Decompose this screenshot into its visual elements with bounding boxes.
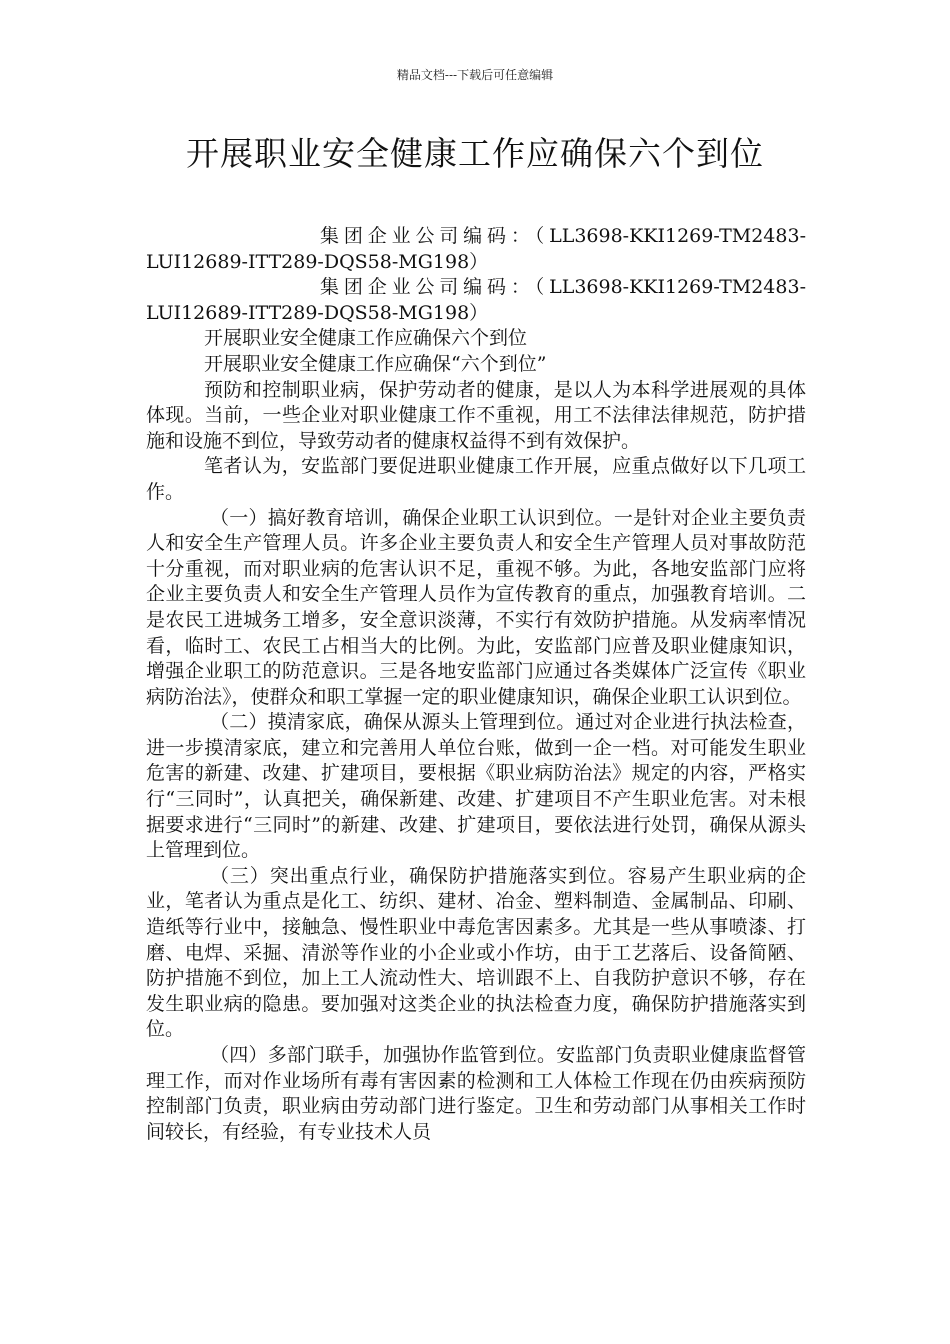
paragraph-author-view: 笔者认为，安监部门要促进职业健康工作开展，应重点做好以下几项工作。 [146,455,806,503]
subtitle-line: 开展职业安全健康工作应确保“六个到位” [204,352,547,375]
page-header: 精品文档---下载后可任意编辑 [396,68,554,82]
document-title: 开展职业安全健康工作应确保六个到位 [186,134,764,173]
paragraph-section-1: （一）搞好教育培训，确保企业职工认识到位。一是针对企业主要负责人和安全生产管理人员。许多企业主要负责人和安全生产管理人员对事故防范十分重视，而对职业病的危害认识不足，重视不够。为此，各地安监部门应将企业主要负责人和安全生产管理人员作为宣传教育的重点，加强教育培训。二是农民工进城务工增多，安全意识淡薄，不实行有效防护措施。从发病率情况看，临时工、农民工占相当大的比例。为此，安监部门应普及职业健康知识，增强企业职工的防范意识。三是各地安监部门应通过各类媒体广泛宣传《职业病防治法》，使群众和职工掌握一定的职业健康知识，确保企业职工认识到位。 [146,506,806,708]
subtitle-line: 开展职业安全健康工作应确保六个到位 [204,327,528,350]
paragraph-section-2: （二）摸清家底，确保从源头上管理到位。通过对企业进行执法检查，进一步摸清家底，建立和完善用人单位台账，做到一企一档。对可能发生职业危害的新建、改建、扩建项目，要根据《职业病防治法》规定的内容，严格实行“三同时”，认真把关，确保新建、改建、扩建项目不产生职业危害。对未根据要求进行“三同时”的新建、改建、扩建项目，要依法进行处罚，确保从源头上管理到位。 [146,711,806,862]
company-code-line: 集团企业公司编码：（LL3698-KKI1269-TM2483-LUI12689-ITT289-DQS58-MG198） [146,225,806,273]
company-code-line: 集团企业公司编码：（LL3698-KKI1269-TM2483-LUI12689-ITT289-DQS58-MG198） [146,276,806,324]
paragraph-intro: 预防和控制职业病，保护劳动者的健康，是以人为本科学进展观的具体体现。当前，一些企业对职业健康工作不重视，用工不法律法律规范，防护措施和设施不到位，导致劳动者的健康权益得不到有效保护。 [146,378,806,452]
paragraph-section-4: （四）多部门联手，加强协作监管到位。安监部门负责职业健康监督管理工作，而对作业场所有毒有害因素的检测和工人体检工作现在仍由疾病预防控制部门负责，职业病由劳动部门进行鉴定。卫生和劳动部门从事相关工作时间较长，有经验，有专业技术人员 [146,1044,806,1143]
document-body [146,224,806,1145]
paragraph-section-3: （三）突出重点行业，确保防护措施落实到位。容易产生职业病的企业，笔者认为重点是化工、纺织、建材、冶金、塑料制造、金属制品、印刷、造纸等行业中，接触急、慢性职业中毒危害因素多。尤其是一些从事喷漆、打磨、电焊、采掘、清淤等作业的小企业或小作坊，由于工艺落后、设备简陋、防护措施不到位，加上工人流动性大、培训跟不上、自我防护意识不够，存在发生职业病的隐患。要加强对这类企业的执法检查力度，确保防护措施落实到位。 [146,864,806,1041]
